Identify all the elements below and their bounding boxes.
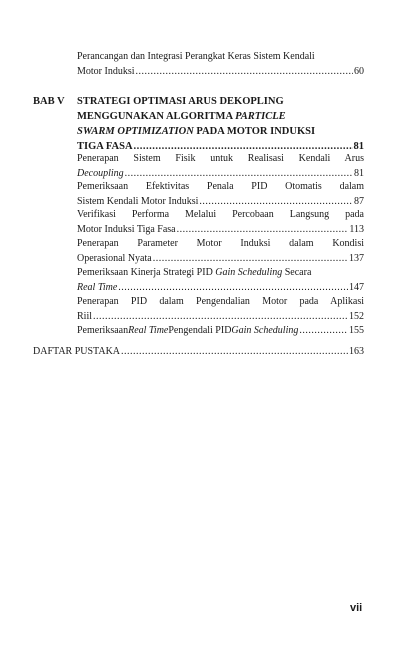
toc-entry-text: Pengendali PID bbox=[168, 325, 232, 336]
toc-entry-penerapan-pid[interactable] bbox=[77, 295, 364, 324]
toc-entry-line: DAFTAR PUSTAKA bbox=[33, 346, 121, 357]
dot-leader bbox=[153, 252, 348, 267]
toc-entry-line: Penerapan PID dalam Pengendalian Motor pada Aplikasi bbox=[77, 296, 364, 307]
dot-leader bbox=[199, 195, 353, 210]
toc-entry-perancangan[interactable] bbox=[77, 50, 364, 79]
toc-page-number: 81 bbox=[354, 167, 364, 179]
dot-leader bbox=[121, 345, 348, 360]
chapter-title-text: PADA MOTOR INDUKSI bbox=[193, 126, 316, 137]
toc-entry-pemeriksaan-real-time[interactable] bbox=[77, 324, 364, 339]
toc-page-number: 81 bbox=[353, 141, 364, 152]
dot-leader bbox=[136, 65, 354, 80]
toc-entry-line: Motor Induksi Tiga Fasa bbox=[77, 223, 176, 235]
page-number: vii bbox=[350, 602, 363, 614]
dot-leader bbox=[177, 223, 349, 238]
toc-entry-penerapan-parameter[interactable] bbox=[77, 237, 364, 266]
toc-entry-line: Operasional Nyata bbox=[77, 252, 152, 264]
toc-entry-line: Decoupling bbox=[77, 167, 124, 179]
chapter-title-line: STRATEGI OPTIMASI ARUS DEKOPLING bbox=[77, 96, 284, 107]
toc-entry-italic: Real Time bbox=[128, 325, 169, 336]
toc-entry-line: Real Time bbox=[77, 281, 118, 293]
toc-page-number: 163 bbox=[349, 346, 364, 357]
toc-page-number: 147 bbox=[349, 281, 364, 293]
toc-entry-verifikasi-performa[interactable] bbox=[77, 208, 364, 237]
toc-page-number: 113 bbox=[349, 223, 364, 235]
toc-entry-text: Pemeriksaan Kinerja Strategi PID bbox=[77, 267, 216, 278]
toc-entry-line: Motor Induksi bbox=[77, 65, 135, 77]
chapter-title-italic: SWARM OPTIMIZATION bbox=[77, 126, 194, 137]
chapter-label: BAB V bbox=[33, 96, 65, 107]
toc-entry-italic: Gain Scheduling bbox=[231, 325, 299, 336]
toc-entry-text: Pemeriksaan bbox=[77, 325, 129, 336]
chapter-title bbox=[77, 94, 364, 154]
toc-entry-line: Sistem Kendali Motor Induksi bbox=[77, 195, 199, 207]
chapter-title-italic: PARTICLE bbox=[235, 111, 286, 122]
chapter-title-line: TIGA FASA bbox=[77, 141, 133, 152]
toc-entry-line: Penerapan Sistem Fisik untuk Realisasi Kendali Arus bbox=[77, 153, 364, 164]
toc-entry-pemeriksaan-efektivitas[interactable] bbox=[77, 180, 364, 209]
toc-entry-italic: Gain Scheduling bbox=[215, 267, 283, 278]
toc-entry-line: Pemeriksaan Efektivitas Penala PID Otomatis dalam bbox=[77, 181, 364, 192]
toc-page-number: 60 bbox=[354, 65, 364, 77]
toc-page-number: 152 bbox=[349, 310, 364, 322]
toc-entry-line: Verifikasi Performa Melalui Percobaan Langsung pada bbox=[77, 209, 364, 220]
dot-leader bbox=[125, 167, 353, 182]
toc-page-number: 137 bbox=[349, 252, 364, 264]
toc-entry-line: Perancangan dan Integrasi Perangkat Keras Sistem Kendali bbox=[77, 51, 315, 62]
toc-entry-line: Penerapan Parameter Motor Induksi dalam Kondisi bbox=[77, 238, 364, 249]
dot-leader bbox=[299, 324, 348, 339]
toc-page-number: 87 bbox=[354, 195, 364, 207]
toc-page-number: 155 bbox=[349, 325, 364, 336]
toc-entry-pemeriksaan-kinerja[interactable] bbox=[77, 266, 364, 295]
dot-leader bbox=[118, 281, 348, 296]
toc-entry-line: Riil bbox=[77, 310, 93, 322]
toc-entry-text: Secara bbox=[282, 267, 312, 278]
toc-entry-daftar-pustaka[interactable] bbox=[33, 345, 364, 360]
chapter-title-text: MENGGUNAKAN ALGORITMA bbox=[77, 111, 236, 122]
dot-leader bbox=[93, 310, 348, 325]
toc-entry-penerapan-sistem-fisik[interactable] bbox=[77, 152, 364, 181]
